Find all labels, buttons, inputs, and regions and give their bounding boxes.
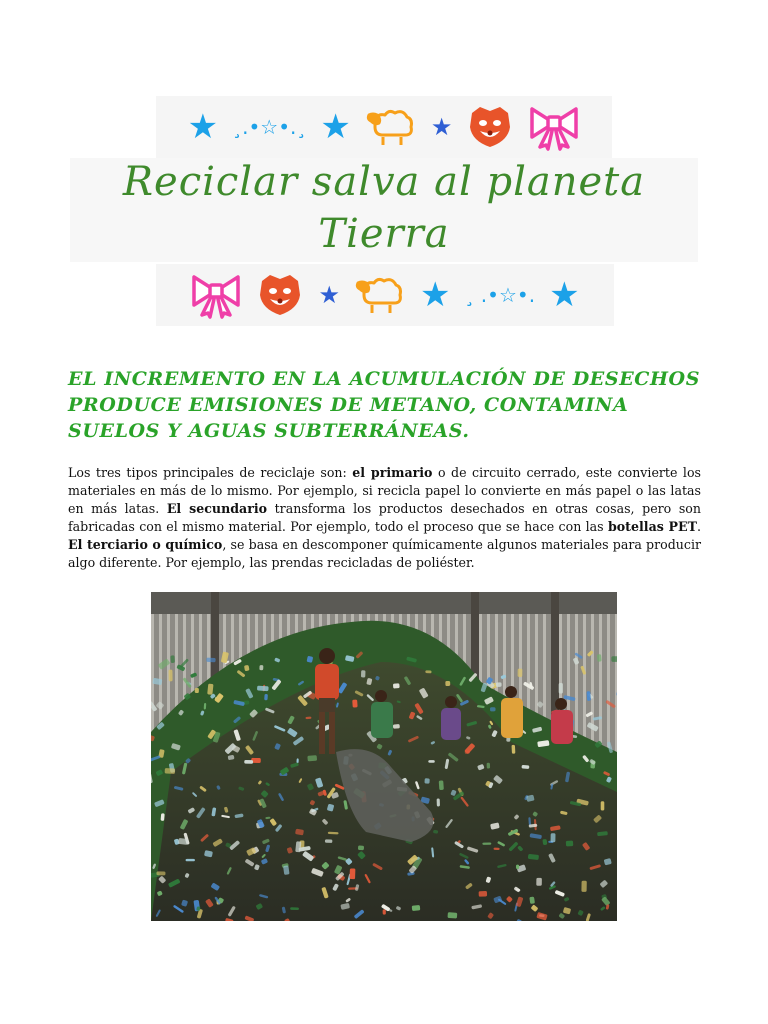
star-icon: ★ (318, 281, 340, 309)
bottle-shape (559, 683, 563, 694)
bottle-shape (566, 841, 574, 847)
bottle-shape (259, 665, 263, 670)
bottle-shape (439, 780, 444, 790)
section-heading: EL INCREMENTO EN LA ACUMULACIÓN DE DESECHOS PRODUCE EMISIONES DE METANO, CONTAMINA SUELOS Y AGUAS SUBTERRÁNEAS. (68, 368, 701, 442)
bottle-shape (424, 778, 429, 784)
bottle-shape (393, 724, 400, 729)
bow-icon (528, 103, 580, 151)
bottle-shape (448, 912, 458, 918)
bottle-shape (264, 694, 268, 701)
bottle-shape (156, 871, 165, 875)
bottle-shape (350, 868, 356, 879)
bottle-shape (361, 670, 366, 677)
body-text: . (696, 519, 701, 534)
bottle-shape (496, 682, 502, 687)
bottle-shape (479, 891, 487, 897)
bottle-shape (412, 905, 421, 911)
bottle-shape (597, 654, 602, 662)
body-text: o de circuito cerrado, este convierte los materiales en más de lo mismo. Por ejemplo, si recicla papel lo convierte en más papel o las latas en más latas. (68, 465, 702, 516)
bottle-shape (383, 909, 386, 914)
bottle-shape (487, 763, 491, 769)
bottle-shape (437, 799, 440, 807)
sheep-icon (354, 275, 406, 315)
sparkle-icon: ¸ .•☆•. (464, 283, 536, 307)
body-bold-term: El terciario o químico (68, 537, 223, 552)
decoration-bottom (156, 264, 614, 326)
bottle-shape (290, 907, 299, 910)
bottle-shape (445, 681, 450, 686)
bottle-shape (307, 755, 317, 761)
bottle-shape (428, 760, 435, 763)
bottle-shape (257, 686, 269, 692)
bottle-shape (551, 833, 556, 842)
bottle-shape (512, 745, 516, 754)
bottle-shape (601, 801, 605, 810)
bottle-shape (490, 707, 496, 711)
star-icon: ★ (320, 107, 351, 147)
body-text: transforma los productos desechados en otras cosas, pero son fabricadas con el mismo material. Por ejemplo, todo el proceso que se hace con las (68, 501, 701, 534)
sheep-icon (365, 107, 417, 147)
bottle-shape (518, 669, 523, 677)
bottle-shape (178, 838, 188, 845)
bottle-shape (493, 848, 499, 851)
bottle-shape (325, 839, 333, 843)
bottle-shape (542, 839, 547, 845)
bottle-shape (358, 845, 364, 850)
body-bold-term: botellas PET (607, 519, 697, 534)
bottle-shape (521, 765, 529, 769)
star-icon: ★ (419, 275, 451, 315)
bottle-shape (482, 843, 491, 845)
bottle-shape (536, 878, 542, 886)
tiger-icon (256, 271, 304, 319)
recycling-photo (151, 592, 617, 921)
bottle-shape (611, 656, 617, 662)
body-bold-term: el primario (352, 465, 433, 480)
bottle-shape (581, 881, 586, 892)
bottle-shape (244, 760, 253, 764)
photo-illustration (151, 592, 617, 921)
bottle-shape (516, 865, 519, 869)
star-icon: ★ (430, 113, 453, 141)
sparkle-icon: ¸.•☆•.¸ (232, 115, 307, 139)
bottle-shape (352, 700, 357, 708)
body-paragraph (68, 464, 701, 572)
bottle-shape (170, 655, 175, 663)
tiger-icon (466, 103, 514, 151)
bottle-shape (195, 688, 199, 693)
decoration-top (156, 96, 612, 158)
bow-icon (190, 271, 242, 319)
bottle-shape (425, 670, 431, 673)
star-icon: ★ (549, 275, 580, 315)
body-text: Los tres tipos principales de reciclaje son: (68, 465, 353, 480)
body-text: , se basa en descomponer químicamente algunos materiales para producir algo diferente. Por ejemplo, las prendas recicladas de poliéster. (68, 537, 701, 570)
bottle-shape (206, 658, 216, 663)
body-bold-term: El secundario (166, 501, 268, 516)
bottle-shape (186, 859, 195, 861)
bottle-shape (161, 813, 165, 821)
bottle-shape (165, 768, 176, 774)
bottle-shape (587, 691, 591, 701)
bottle-shape (393, 683, 400, 688)
bottle-shape (169, 670, 173, 682)
star-icon: ★ (187, 107, 219, 147)
page-title: Reciclar salva al planeta Tierra (122, 159, 646, 257)
